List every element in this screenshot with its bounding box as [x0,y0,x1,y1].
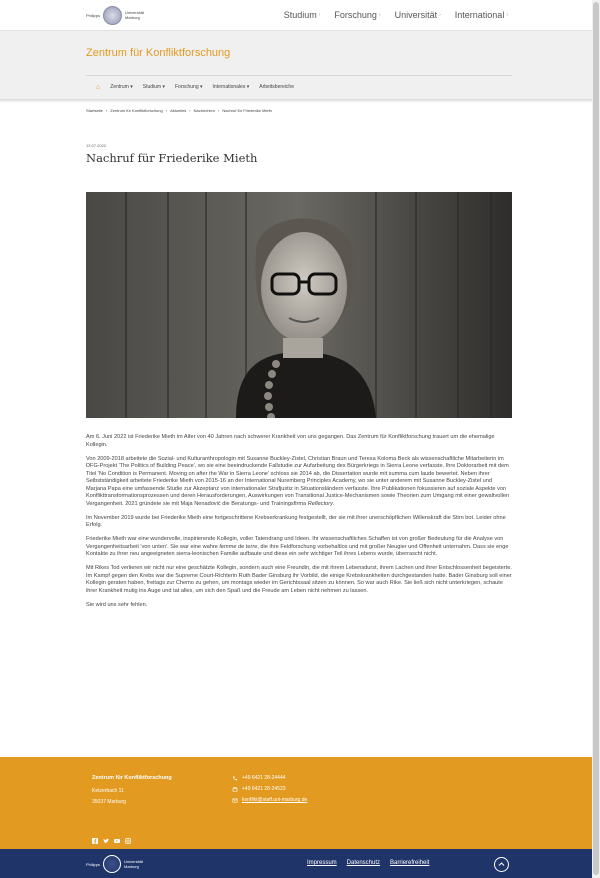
footer-org-name: Zentrum für Konfliktforschung [92,775,172,781]
logo-text-right: Universität Marburg [125,10,144,20]
top-header [0,0,592,30]
page-title: Nachruf für Friederike Mieth [86,151,258,165]
footer [0,757,592,849]
footer-university-logo[interactable] [86,855,143,873]
site-title[interactable]: Zentrum für Konfliktforschung [86,47,231,59]
footer-city: 35037 Marburg [92,799,126,805]
scrollbar[interactable] [592,0,600,878]
article-paragraph: Sie wird uns sehr fehlen. [86,601,148,608]
subnav-item-arbeitsbereiche[interactable]: Arbeitsbereiche [259,84,294,90]
article-paragraph: Friederike Mieth war eine wundervolle, inspirierende Kollegin, voller Tatendrang und Ideen. Ihr wissenschaftliches Schaffen ist von großer Bedeutung für die Analyse von Vergangenheitsarbeit 'von unten'. Sie war eine wahre femme de terre, die ihre Feldforschung vorbehaltlos und mit großer Neugier und Offenheit unternahm. Dass sie enge Kontakte zu ihrer neu angeeigneten sierra-leonischen Familie aufbaute und diese ein sehr wichtiger Teil ihres Lebens wurde, überrascht nicht. [86,536,509,558]
youtube-icon[interactable] [114,831,120,837]
datenschutz-link[interactable]: Datenschutz [346,860,381,866]
scrollbar-thumb[interactable] [593,2,599,875]
breadcrumb-current: Nachruf für Friederike Mieth [222,108,272,113]
article-paragraph: Von 2009-2018 arbeitete die Sozial- und Kulturanthropologin mit Susanne Buckley-Zistel, Christian Braun und Teresa Koloma Beck als wissenschaftliche Mitarbeiterin im DFG-Projekt 'The Politics of Building Peace', wo sie eine beeindruckende Fallstudie zur Aufarbeitung des Bürgerkriegs in Sierra Leone verfasste. Ihre Doktorarbeit mit dem Titel 'No Condition is Permanent. Moving on after the War in Sierra Leone' schloss sie 2014 ab, die Dissertation wurde mit summa cum laude bewertet. Neben ihrer Selbstständigkeit arbeitete Friederike Mieth von 2015-16 an der International Nuremberg Principles Academy, wo sie unter anderem mit Susanne Buckley-Zistel und Marjana Papa eine umfassende Studie zur Akzeptanz von internationaler Strafjustiz in Situationsländern verfasste. Ihre Publikationen fokussieren auf soziale Aspekte von Konflikttransformationsprozessen und deren Herausforderungen, Auswirkungen von Transitional Justice-Mechanismen sowie Theorien zum Umgang mit einer gewaltvollen Vergangenheit. 2021 gründete sie mit Maja Nenadović die Beratungs- und Trainingsfirma Reflectory. [86,455,510,507]
article-paragraph: Mit Rikes Tod verlieren wir nicht nur eine geschätzte Kollegin, sondern auch eine Freundin, die mit ihrem Lebensdurst, ihrem Lachen und ihrer Entschlossenheit begeisterte. Im Kampf gegen den Krebs war die Supreme Court-Richterin Ruth Bader Ginsburg ihr Vorbild, die einige Krebskrankheiten durchgestanden hatte. Bader Ginsburg soll einer Kollegin geraten haben, freitags zur Chemo zu gehen, um montags wieder im Gerichtssaal sitzen zu können. So war auch Rike. Sie ließ sich nicht unterkriegen, schaute ihrer Krankheit mutig ins Auge und tat alles, um sich den Spaß und die Freude am Leben nicht nehmen zu lassen. [86,565,512,594]
fax-icon [232,787,238,792]
footer-email[interactable]: konflikt@staff.uni-marburg.de [232,797,307,803]
emphasis-text: femme de terre [219,543,258,550]
back-to-top-button[interactable] [494,857,509,872]
footer-street: Ketzerbach 11 [92,788,124,794]
main-nav [284,10,508,20]
portrait-photo [86,192,512,418]
footer-fax[interactable]: +49 6421 28-24523 [232,786,286,792]
chevron-down-icon: › [439,12,441,18]
impressum-link[interactable]: Impressum [307,860,337,866]
chevron-down-icon: › [318,12,321,18]
university-seal-icon [103,855,121,873]
article-body [86,434,512,616]
breadcrumb-separator: › [217,108,220,113]
chevron-down-icon: › [378,12,381,18]
site-banner [0,30,592,75]
breadcrumb-separator: › [105,108,108,113]
breadcrumb-item[interactable]: Nachrichten [193,108,215,113]
subnav-item-zentrum[interactable]: Zentrum ▾ [110,84,133,90]
nav-item-forschung[interactable]: Forschung › [334,10,381,20]
article-date: 12.07.2022 [86,143,107,148]
article-paragraph: Am 6. Juni 2022 ist Friederike Mieth im Alter von 40 Jahren nach schwerer Krankheit von uns gegangen. Das Zentrum für Konfliktforschung trauert um die ehemalige Kollegin. [86,434,495,448]
breadcrumb-item[interactable]: Zentrum für Konfliktforschung [110,108,163,113]
subnav-item-internationales[interactable]: Internationales ▾ [212,84,250,90]
home-icon[interactable]: ⌂ [96,83,101,91]
barrierefreiheit-link[interactable]: Barrierefreiheit [390,860,430,866]
legal-links [307,860,429,866]
subnav-item-studium[interactable]: Studium ▾ [142,84,165,90]
phone-icon [232,776,238,781]
subnav-item-forschung[interactable]: Forschung ▾ [175,84,203,90]
breadcrumb-separator: › [165,108,168,113]
logo-text-right: Universität Marburg [124,859,143,869]
breadcrumb-item[interactable]: Aktuelles [170,108,187,113]
breadcrumb [86,108,272,113]
header-shadow [0,100,592,103]
breadcrumb-separator: › [189,108,191,113]
nav-item-universitaet[interactable]: Universität › [394,10,441,20]
twitter-icon[interactable] [103,831,109,837]
university-seal-icon [103,6,122,25]
sub-nav [0,75,592,100]
nav-item-international[interactable]: International › [454,10,508,20]
logo-text-left: Philipps [86,861,101,867]
university-logo[interactable] [86,6,144,25]
bottom-bar [0,849,592,878]
logo-text-left: Philipps [86,12,101,18]
chevron-up-icon [495,858,508,871]
footer-phone[interactable]: +49 6421 28-24444 [232,775,286,781]
article-paragraph: Im November 2019 wurde bei Friederike Mieth eine fortgeschrittene Krebserkrankung festgestellt, der sie mit ihrer unerschöpflichen Willenskraft die Stirn bot. Leider ohne Erfolg. [86,514,506,529]
nav-item-studium[interactable]: Studium › [283,10,321,20]
chevron-down-icon: › [506,12,508,18]
portrait-image [86,192,512,418]
mail-icon [232,798,238,803]
instagram-icon[interactable] [125,831,131,837]
breadcrumb-item[interactable]: Startseite [86,108,103,113]
social-links [92,831,131,837]
company-name: Reflectory [307,500,333,507]
facebook-icon[interactable] [92,831,98,837]
